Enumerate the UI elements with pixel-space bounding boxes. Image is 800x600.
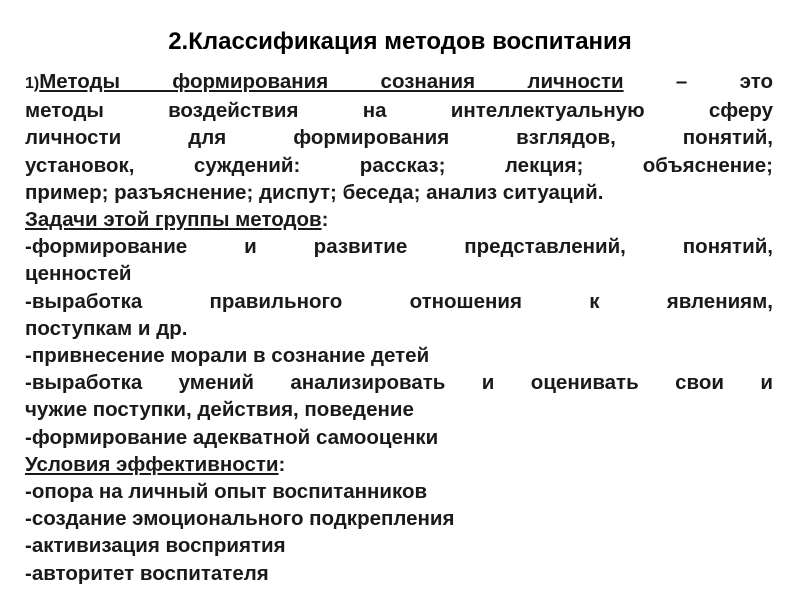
conditions-heading-colon: : xyxy=(278,452,286,476)
intro-line-1 xyxy=(25,68,773,97)
slide-title: 2.Классификация методов воспитания xyxy=(168,28,632,55)
intro-line-4: установок, суждений: рассказ; лекция; объяснение; xyxy=(25,153,773,177)
conditions-heading: Условия эффективности xyxy=(25,452,279,476)
intro-number: 1) xyxy=(25,75,40,92)
tasks-heading-colon: : xyxy=(321,208,329,232)
task-item-5: -формирование адекватной самооценки xyxy=(25,425,439,449)
task-item-4-line-2: чужие поступки, действия, поведение xyxy=(25,398,414,422)
intro-line-3: личности для формирования взглядов, понятий, xyxy=(25,126,773,150)
intro-line-5: пример; разъяснение; диспут; беседа; анализ ситуаций. xyxy=(25,180,604,204)
intro-line-2: методы воздействия на интеллектуальную сферу xyxy=(25,99,773,123)
condition-item-2: -создание эмоционального подкрепления xyxy=(25,507,455,531)
task-item-3: -привнесение морали в сознание детей xyxy=(25,344,430,368)
tasks-heading-line xyxy=(25,206,773,233)
condition-item-3: -активизация восприятия xyxy=(25,534,286,558)
condition-item-1: -опора на личный опыт воспитанников xyxy=(25,480,428,504)
tasks-heading: Задачи этой группы методов xyxy=(25,208,322,232)
intro-heading: Методы формирования сознания личности xyxy=(39,70,624,93)
intro-line-1-rest: – это xyxy=(623,70,773,93)
task-item-4-line-1: -выработка умений анализировать и оценивать свои и xyxy=(25,371,773,395)
task-item-1-line-2: ценностей xyxy=(25,262,132,286)
slide-body xyxy=(25,68,773,587)
task-item-1-line-1: -формирование и развитие представлений, понятий, xyxy=(25,235,773,259)
condition-item-4: -авторитет воспитателя xyxy=(25,561,269,585)
task-item-2-line-1: -выработка правильного отношения к явлениям, xyxy=(25,289,773,313)
task-item-2-line-2: поступкам и др. xyxy=(25,316,188,340)
conditions-heading-line xyxy=(25,451,773,478)
